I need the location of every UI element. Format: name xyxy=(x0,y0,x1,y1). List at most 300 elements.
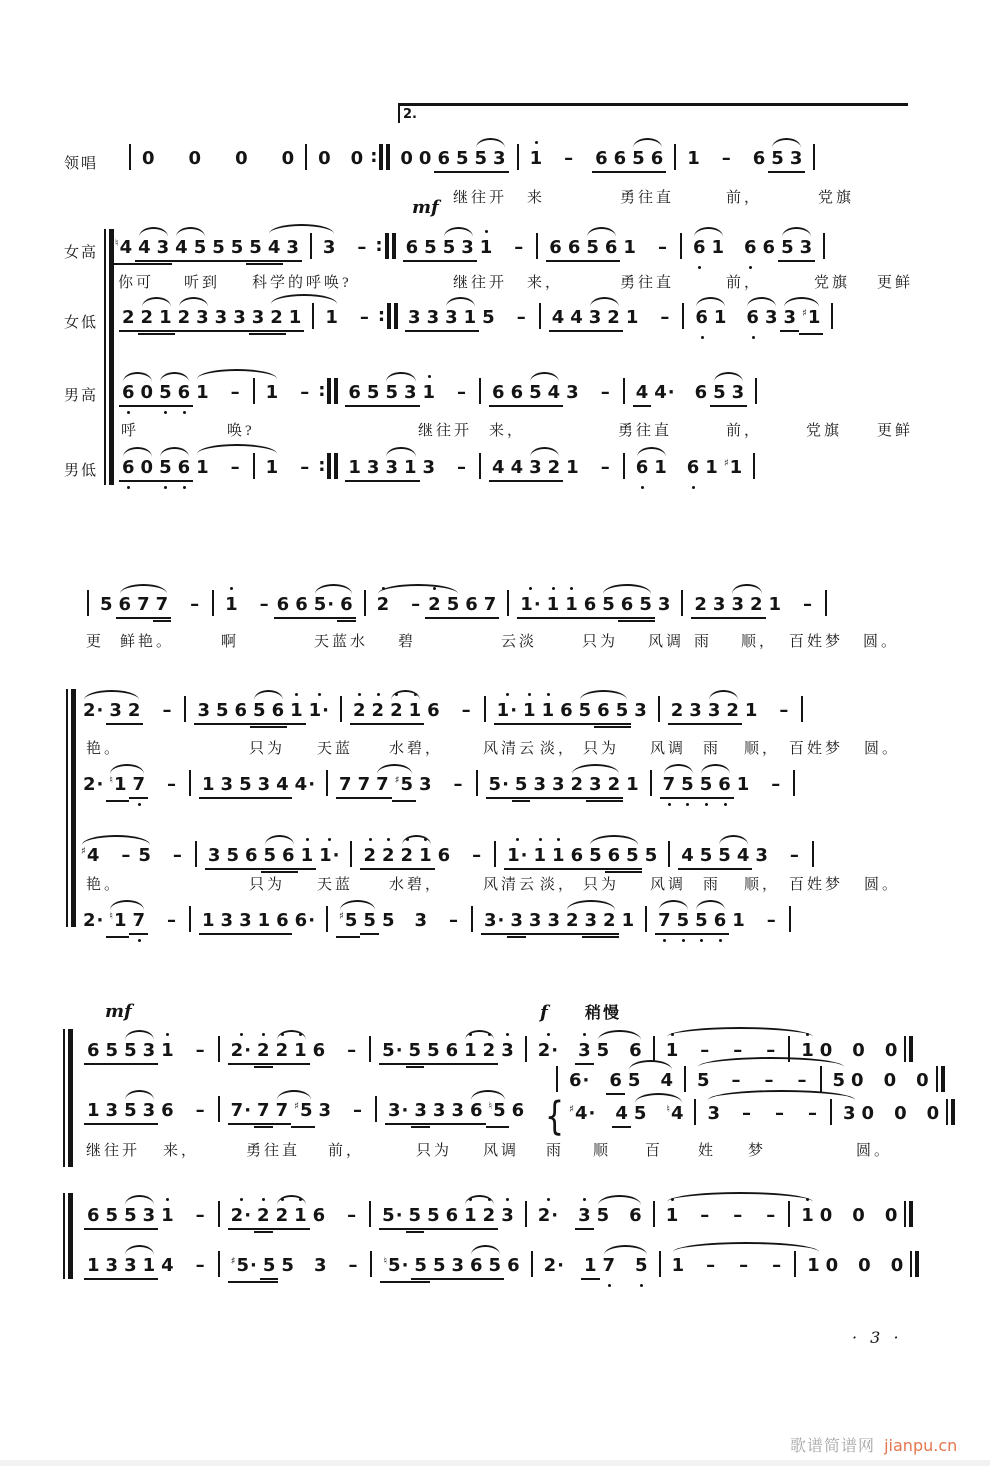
note: 3 xyxy=(448,1254,467,1280)
note: 1 xyxy=(199,773,218,799)
barline xyxy=(326,770,328,796)
final-barline xyxy=(910,1251,922,1278)
lyric-phrase: 天蓝 xyxy=(317,741,354,757)
duration-dash: – xyxy=(300,457,310,478)
note: 6 xyxy=(711,909,730,935)
octave-dot-below xyxy=(668,803,671,806)
accidental: ♯ xyxy=(230,1256,236,1267)
slur xyxy=(106,909,148,938)
volta-bracket xyxy=(398,103,908,123)
note: 4· xyxy=(294,774,316,795)
note: 0 xyxy=(916,1070,929,1091)
note: 1· xyxy=(504,844,530,870)
site-watermark xyxy=(790,1433,957,1456)
duration-dash: – xyxy=(700,1205,710,1226)
note: 1 xyxy=(286,306,305,332)
note: 6 xyxy=(462,593,481,619)
note: 6 xyxy=(507,1255,520,1276)
note: 3 xyxy=(526,456,545,482)
lyric-phrase: 党旗 xyxy=(818,190,855,206)
note: 0 xyxy=(890,1255,904,1276)
final-barline xyxy=(946,1099,958,1126)
note: 5 xyxy=(629,147,648,173)
lyric-phrase: 风调 xyxy=(650,877,687,893)
augmentation-dot: · xyxy=(96,700,104,721)
lyric-phrase: 百姓梦 xyxy=(789,877,844,893)
slur xyxy=(629,147,666,173)
note: 1 xyxy=(84,1254,103,1280)
lyric-phrase: 百姓梦 xyxy=(789,634,844,650)
note: 0 xyxy=(926,1103,940,1124)
lyric-phrase: 顺 xyxy=(593,1143,612,1159)
note: 3 xyxy=(283,236,302,262)
slur xyxy=(692,909,729,935)
duration-dash: – xyxy=(472,845,482,866)
note: 5 xyxy=(697,844,716,870)
note: 3 xyxy=(448,1099,467,1125)
note: 1 xyxy=(199,909,218,935)
slur xyxy=(780,306,823,335)
barline xyxy=(645,906,647,932)
slur xyxy=(768,147,805,173)
note: 1 xyxy=(477,236,496,260)
music-line-system5-divisi-lower xyxy=(545,1094,962,1141)
augmentation-dot: · xyxy=(502,774,509,795)
barline xyxy=(369,1201,371,1227)
note: 6 xyxy=(274,593,293,619)
note: 5 xyxy=(697,773,716,799)
note: 2 xyxy=(480,1039,499,1065)
note: 3 xyxy=(530,773,549,799)
duration-dash: – xyxy=(195,1040,205,1061)
note: 5 xyxy=(406,1204,425,1233)
duration-dash: – xyxy=(449,910,459,931)
note: 6 xyxy=(175,456,194,482)
lyrics-lead xyxy=(0,186,990,208)
note: 4 xyxy=(633,381,652,407)
octave-dot-above xyxy=(406,838,409,841)
octave-dot-above xyxy=(806,1198,809,1201)
note: 2 xyxy=(723,699,742,725)
note: 4· xyxy=(654,382,675,403)
slur xyxy=(705,699,742,725)
barline xyxy=(680,233,682,259)
duration-dash: – xyxy=(742,1103,752,1124)
augmentation-dot: · xyxy=(510,700,518,721)
note: 3 xyxy=(780,306,799,332)
note: 2· xyxy=(228,1204,254,1230)
lyric-phrase: 鲜艳。 xyxy=(120,634,175,650)
note: 6 xyxy=(715,773,734,799)
lyric-phrase: 淡， xyxy=(540,877,577,893)
note: 2· xyxy=(228,1039,254,1065)
note: 6 xyxy=(434,147,453,173)
octave-dot-below xyxy=(138,939,141,942)
music-line-system3-upper xyxy=(80,696,811,728)
note: 6 xyxy=(443,1039,462,1065)
note: 5 xyxy=(381,910,395,931)
note: 7 xyxy=(254,1099,273,1128)
system6-bracket xyxy=(63,1193,73,1279)
note: 4 xyxy=(161,1255,174,1276)
note: 7 xyxy=(336,773,355,799)
note: 4 xyxy=(273,773,292,799)
augmentation-dot: · xyxy=(96,910,104,931)
note: 0 xyxy=(138,456,157,482)
duration-dash: – xyxy=(353,1100,362,1121)
note: 7 xyxy=(481,593,500,619)
duration-dash: – xyxy=(764,1070,774,1091)
note: 5 xyxy=(121,1204,140,1230)
slur xyxy=(743,306,780,330)
note: 2 xyxy=(350,699,369,725)
note: 4 xyxy=(172,236,191,262)
augmentation-dot: · xyxy=(327,594,335,615)
note: 2· xyxy=(535,1204,561,1228)
note: 0 xyxy=(861,1103,875,1124)
note: 5 xyxy=(696,1070,710,1091)
lyrics-system4 xyxy=(0,873,990,895)
note: 6 xyxy=(629,1205,642,1226)
slur xyxy=(586,306,623,332)
music-line-system6-upper xyxy=(84,1201,920,1233)
barline xyxy=(253,378,255,404)
lyric-phrase: 更 xyxy=(86,634,105,650)
note: 1 xyxy=(768,594,782,615)
note: 3 xyxy=(364,456,383,482)
note: 4 xyxy=(545,381,564,407)
accidental: ♮ xyxy=(115,238,119,249)
barline xyxy=(623,378,625,404)
note: 3· xyxy=(481,909,507,935)
slur xyxy=(373,773,416,802)
note: 3 xyxy=(710,593,729,619)
duration-dash: – xyxy=(514,237,524,258)
octave-dot-above xyxy=(547,1198,550,1201)
octave-dot-below xyxy=(183,486,186,489)
barline xyxy=(195,841,197,867)
octave-dot-above xyxy=(299,1198,302,1201)
note: 2 xyxy=(254,1039,273,1068)
lyric-phrase: 更鲜 xyxy=(877,275,914,291)
note: 5 xyxy=(586,844,605,870)
slur xyxy=(80,699,143,725)
note: 6 xyxy=(752,148,766,169)
accidental: ♮ xyxy=(666,1104,670,1115)
note: 2 xyxy=(604,306,623,332)
note: 7 xyxy=(153,593,172,622)
note: 5 xyxy=(209,236,228,262)
augmentation-dot: · xyxy=(551,1205,559,1226)
octave-dot-above xyxy=(671,1033,674,1036)
note: 1 xyxy=(420,381,439,405)
scan-edge xyxy=(0,1460,990,1466)
slur xyxy=(135,236,172,265)
duration-dash: – xyxy=(771,774,781,795)
note: 5 xyxy=(228,236,247,262)
accidental: ♯ xyxy=(394,775,400,786)
octave-dot-above xyxy=(488,1033,491,1036)
octave-dot-below xyxy=(164,486,167,489)
barline xyxy=(87,590,89,616)
note: 1 xyxy=(566,457,579,478)
augmentation-dot: · xyxy=(96,774,104,795)
barline xyxy=(471,906,473,932)
note: 3 xyxy=(422,457,436,478)
note: 6 xyxy=(618,593,637,622)
note: 3 xyxy=(582,909,601,938)
note: 5 xyxy=(768,147,787,173)
barline xyxy=(525,1201,527,1227)
note: ♮1 xyxy=(106,773,129,802)
duration-dash: – xyxy=(700,1040,710,1061)
slur xyxy=(690,236,727,260)
note: 6 xyxy=(467,1254,486,1280)
note: 0 xyxy=(235,148,248,169)
note: 1 xyxy=(84,1099,103,1125)
note: ♮4 xyxy=(112,236,135,265)
note: 3 xyxy=(544,909,563,935)
note: 3 xyxy=(140,1039,159,1065)
barline xyxy=(823,233,825,259)
duration-dash: – xyxy=(411,594,421,615)
octave-dot-below xyxy=(127,411,130,414)
barline xyxy=(350,841,352,867)
note: 5 xyxy=(440,236,459,262)
augmentation-dot: · xyxy=(551,1040,559,1061)
barline xyxy=(189,906,191,932)
lyric-phrase: 勇往直 xyxy=(618,423,673,439)
note: 3 xyxy=(401,381,420,407)
lyric-phrase: 继往开 xyxy=(418,423,473,439)
note: 2 xyxy=(563,909,582,935)
note: 0 xyxy=(894,1103,907,1124)
note: 6 xyxy=(437,845,451,866)
duration-dash: – xyxy=(564,148,574,169)
part-label-alto: 女低 xyxy=(64,313,99,331)
slur xyxy=(631,1102,687,1129)
lyric-phrase: 只为 xyxy=(249,741,286,757)
barline xyxy=(694,1099,696,1125)
note: 5 xyxy=(191,236,210,262)
lyric-phrase: 勇往直 xyxy=(246,1143,301,1159)
note: 5 xyxy=(424,1039,443,1065)
slur xyxy=(594,1039,645,1063)
augmentation-dot: · xyxy=(244,1040,252,1061)
note: 1 xyxy=(265,382,279,403)
slur xyxy=(267,303,341,335)
note: 3 xyxy=(218,773,237,799)
duration-dash: – xyxy=(300,382,310,403)
note: 5 xyxy=(156,381,175,407)
note: 5 xyxy=(778,236,797,262)
barline xyxy=(789,906,791,932)
barline xyxy=(753,453,755,479)
lyrics-system3 xyxy=(0,737,990,759)
note: 3 xyxy=(103,1099,122,1125)
barline xyxy=(539,303,541,329)
note: 0 xyxy=(400,148,413,169)
note: 5 xyxy=(261,844,280,873)
note: 1 xyxy=(401,456,420,482)
lyric-phrase: 艳。 xyxy=(86,877,123,893)
duration-dash: – xyxy=(733,1205,743,1226)
duration-dash: – xyxy=(797,1070,807,1091)
barline xyxy=(812,841,814,867)
slur xyxy=(382,381,419,407)
watermark-site-name: 歌谱简谱网 xyxy=(790,1436,876,1455)
note: 6 xyxy=(232,699,251,725)
note: 6 xyxy=(557,699,576,725)
note: ♯5· xyxy=(228,1254,260,1283)
lyric-phrase: 党旗 xyxy=(814,275,851,291)
note: 3 xyxy=(106,699,125,725)
repeat-barline: : xyxy=(318,378,341,405)
note: 6 xyxy=(467,1099,486,1125)
slur xyxy=(467,1254,504,1280)
repeat-barline: : xyxy=(375,233,398,260)
note: 2· xyxy=(83,910,104,931)
lyric-phrase: 顺， xyxy=(744,741,781,757)
slur xyxy=(461,1204,498,1230)
octave-dot-above xyxy=(535,141,538,144)
note: 5 xyxy=(599,593,618,619)
barline xyxy=(536,233,538,259)
note: 5 xyxy=(121,1039,140,1065)
octave-dot-above xyxy=(377,693,380,696)
note: 1 xyxy=(621,910,635,931)
slur xyxy=(586,844,642,873)
note: 1 xyxy=(291,1204,310,1230)
barline xyxy=(788,1201,790,1227)
lyric-phrase: 科学的呼唤? xyxy=(252,275,352,291)
duration-dash: – xyxy=(167,910,177,931)
slur xyxy=(704,1099,858,1126)
note: 3 xyxy=(154,236,173,265)
note: 0 xyxy=(851,1070,864,1091)
note: 5· xyxy=(379,1039,405,1065)
note: 5 xyxy=(486,1254,505,1280)
note: 1 xyxy=(325,307,338,328)
octave-dot-above xyxy=(547,1033,550,1036)
note: 6 xyxy=(684,456,703,480)
lyric-phrase: 来， xyxy=(527,275,564,291)
barline xyxy=(305,144,307,170)
lyric-phrase: 继往开 xyxy=(453,275,508,291)
duration-dash: – xyxy=(600,457,610,478)
note: 3 xyxy=(586,306,605,332)
note: 6 xyxy=(403,236,422,262)
barline xyxy=(189,770,191,796)
note: 1 xyxy=(531,844,550,870)
note: 5 xyxy=(100,594,113,615)
octave-dot-above xyxy=(570,587,573,590)
barline xyxy=(253,453,255,479)
duration-dash: – xyxy=(516,307,526,328)
note: 0 xyxy=(819,1205,833,1226)
duration-dash: – xyxy=(789,845,799,866)
octave-dot-above xyxy=(295,693,298,696)
augmentation-dot: · xyxy=(322,700,329,721)
octave-dot-above xyxy=(358,693,361,696)
octave-dot-below xyxy=(641,486,644,489)
lyric-phrase: 只为 xyxy=(249,877,286,893)
slur xyxy=(121,1254,158,1280)
duration-dash: – xyxy=(772,1255,782,1276)
note: 3 xyxy=(121,1254,140,1280)
duration-dash: – xyxy=(775,1103,785,1124)
duration-dash: – xyxy=(172,845,182,866)
note: ♯1 xyxy=(723,457,743,478)
note: 7 xyxy=(660,773,679,799)
lyric-phrase: 顺， xyxy=(741,634,778,650)
barline xyxy=(820,1066,822,1092)
lyric-phrase: 天蓝 xyxy=(317,877,354,893)
lyric-phrase: 圆。 xyxy=(863,634,900,650)
note: 1 xyxy=(255,909,274,935)
octave-dot-above xyxy=(529,587,532,590)
note: 6 xyxy=(629,1040,642,1061)
note: 6 xyxy=(565,236,584,262)
note: 6 xyxy=(427,700,440,721)
note: 3 xyxy=(382,456,401,482)
lyric-phrase: 天蓝水 xyxy=(314,634,369,650)
note: 6 xyxy=(119,456,138,482)
repeat-barline: : xyxy=(378,303,401,330)
duration-dash: – xyxy=(195,1100,205,1121)
octave-dot-above xyxy=(806,1033,809,1036)
barline xyxy=(310,233,312,259)
augmentation-dot: · xyxy=(401,1100,409,1121)
note: 3 xyxy=(526,909,545,935)
barline xyxy=(184,696,186,722)
note: 3 xyxy=(566,382,579,403)
dynamic-mf-system1: mf xyxy=(412,197,439,218)
lyric-phrase: 雨 xyxy=(703,741,722,757)
note: 6 xyxy=(741,236,760,260)
note: 5 xyxy=(156,456,175,482)
note: 1 xyxy=(663,1039,682,1063)
lyric-phrase: 党旗 xyxy=(806,423,843,439)
note: 5 xyxy=(710,381,729,407)
lyric-phrase: 听到 xyxy=(184,275,221,291)
note: 3 xyxy=(236,909,255,935)
note: 7 xyxy=(373,773,392,799)
augmentation-dot: · xyxy=(244,1100,252,1121)
octave-dot-above xyxy=(469,1033,472,1036)
duration-dash: – xyxy=(803,594,813,615)
note: 5 xyxy=(678,773,697,799)
note: 0 xyxy=(138,381,157,407)
lyric-phrase: 来， xyxy=(163,1143,200,1159)
octave-dot-above xyxy=(166,1198,169,1201)
slur xyxy=(583,236,620,262)
octave-dot-below xyxy=(686,803,689,806)
octave-dot-above xyxy=(424,838,427,841)
note: 1 xyxy=(416,844,435,870)
barline xyxy=(674,144,676,170)
slur xyxy=(336,909,379,938)
octave-dot-above xyxy=(583,1033,586,1036)
octave-dot-below xyxy=(663,939,666,942)
barline xyxy=(517,144,519,170)
music-line-system6-lower xyxy=(84,1251,926,1283)
lyric-phrase: 啊 xyxy=(221,634,240,650)
lyric-phrase: 梦 xyxy=(748,1143,767,1159)
accidental: ♮ xyxy=(383,1256,388,1267)
note: 1 xyxy=(158,1039,177,1063)
octave-dot-below xyxy=(724,803,727,806)
